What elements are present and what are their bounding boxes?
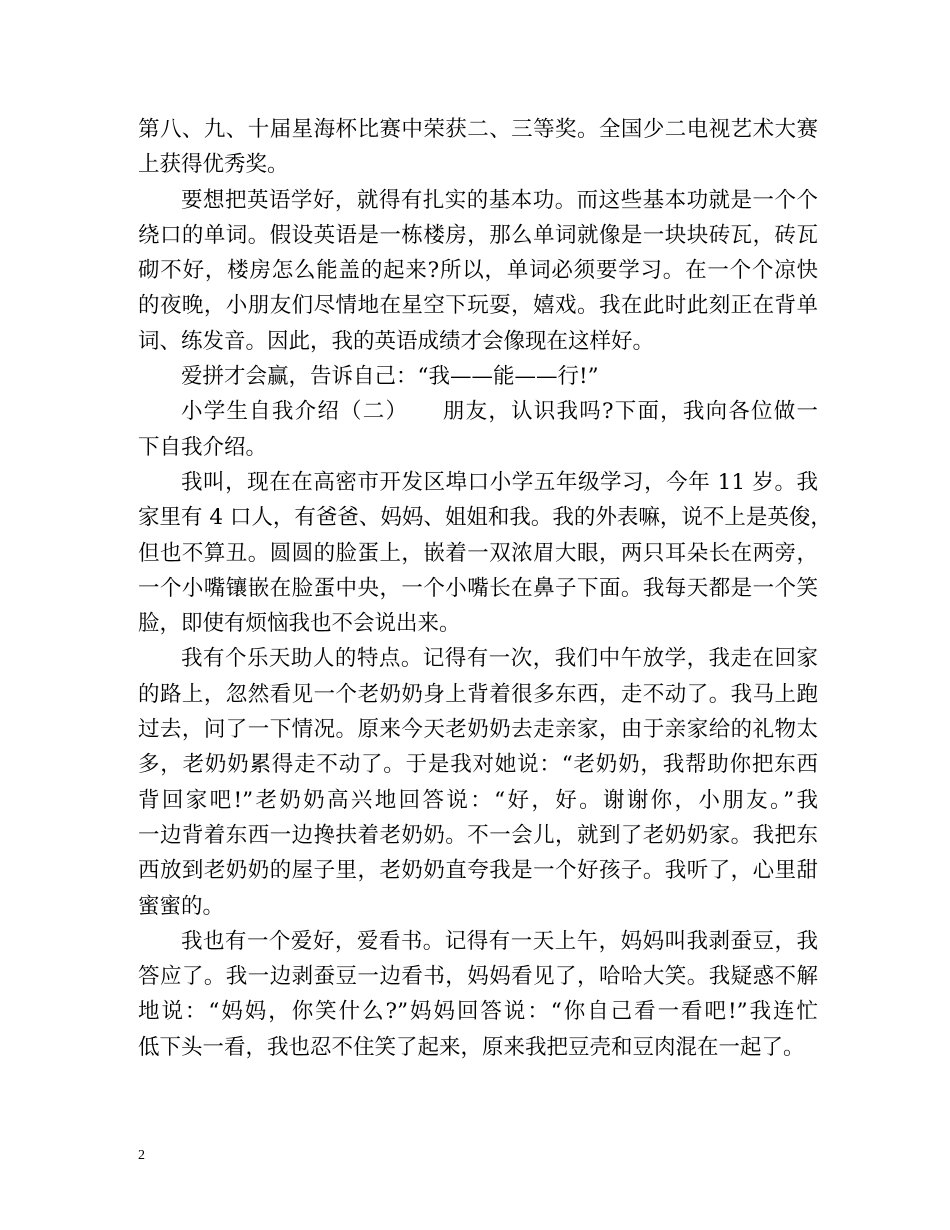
text-line: 背回家吧!”老奶奶高兴地回答说：“好，好。谢谢你，小朋友。”我 <box>138 787 818 813</box>
text-line: 西放到老奶奶的屋子里，老奶奶直夸我是一个好孩子。我听了，心里甜 <box>138 858 818 884</box>
text-line: 下自我介绍。 <box>138 434 268 460</box>
text-line: 多，老奶奶累得走不动了。于是我对她说：“老奶奶，我帮助你把东西 <box>138 752 818 778</box>
text-line: 脸，即使有烦恼我也不会说出来。 <box>138 611 461 637</box>
text-line: 小学生自我介绍（二） 朋友，认识我吗?下面，我向各位做一 <box>181 399 818 425</box>
text-line: 一个小嘴镶嵌在脸蛋中央，一个小嘴长在鼻子下面。我每天都是一个笑 <box>138 575 818 601</box>
text-line: 蜜蜜的。 <box>138 893 225 919</box>
text-line: 一边背着东西一边搀扶着老奶奶。不一会儿，就到了老奶奶家。我把东 <box>138 822 818 848</box>
text-line: 词、练发音。因此，我的英语成绩才会像现在这样好。 <box>138 328 655 354</box>
page-number: 2 <box>138 1148 145 1163</box>
text-line: 我有个乐天助人的特点。记得有一次，我们中午放学，我走在回家 <box>181 646 818 672</box>
text-line: 地说：“妈妈，你笑什么?”妈妈回答说：“你自己看一看吧!”我连忙 <box>138 999 818 1025</box>
text-line: 低下头一看，我也忍不住笑了起来，原来我把豆壳和豆肉混在一起了。 <box>138 1034 805 1060</box>
text-line: 绕口的单词。假设英语是一栋楼房，那么单词就像是一块块砖瓦，砖瓦 <box>138 222 818 248</box>
text-line: 家里有 4 口人，有爸爸、妈妈、姐姐和我。我的外表嘛，说不上是英俊， <box>138 505 832 531</box>
text-line: 过去，问了一下情况。原来今天老奶奶去走亲家，由于亲家给的礼物太 <box>138 717 818 743</box>
text-line: 上获得优秀奖。 <box>138 152 289 178</box>
text-line: 我也有一个爱好，爱看书。记得有一天上午，妈妈叫我剥蚕豆，我 <box>181 928 818 954</box>
text-line: 爱拼才会赢，告诉自己：“我——能——行!” <box>181 364 599 390</box>
text-line: 第八、九、十届星海杯比赛中荣获二、三等奖。全国少二电视艺术大赛 <box>138 117 818 142</box>
text-line: 要想把英语学好，就得有扎实的基本功。而这些基本功就是一个个 <box>181 187 818 213</box>
text-line: 的夜晚，小朋友们尽情地在星空下玩耍，嬉戏。我在此时此刻正在背单 <box>138 293 818 319</box>
text-line: 我叫，现在在高密市开发区埠口小学五年级学习，今年 11 岁。我 <box>181 469 818 495</box>
text-line: 答应了。我一边剥蚕豆一边看书，妈妈看见了，哈哈大笑。我疑惑不解 <box>138 964 818 990</box>
body-text <box>138 112 832 1065</box>
text-line: 但也不算丑。圆圆的脸蛋上，嵌着一双浓眉大眼，两只耳朵长在两旁， <box>138 540 818 566</box>
text-line: 的路上，忽然看见一个老奶奶身上背着很多东西，走不动了。我马上跑 <box>138 681 818 707</box>
text-line: 砌不好，楼房怎么能盖的起来?所以，单词必须要学习。在一个个凉快 <box>138 258 818 284</box>
